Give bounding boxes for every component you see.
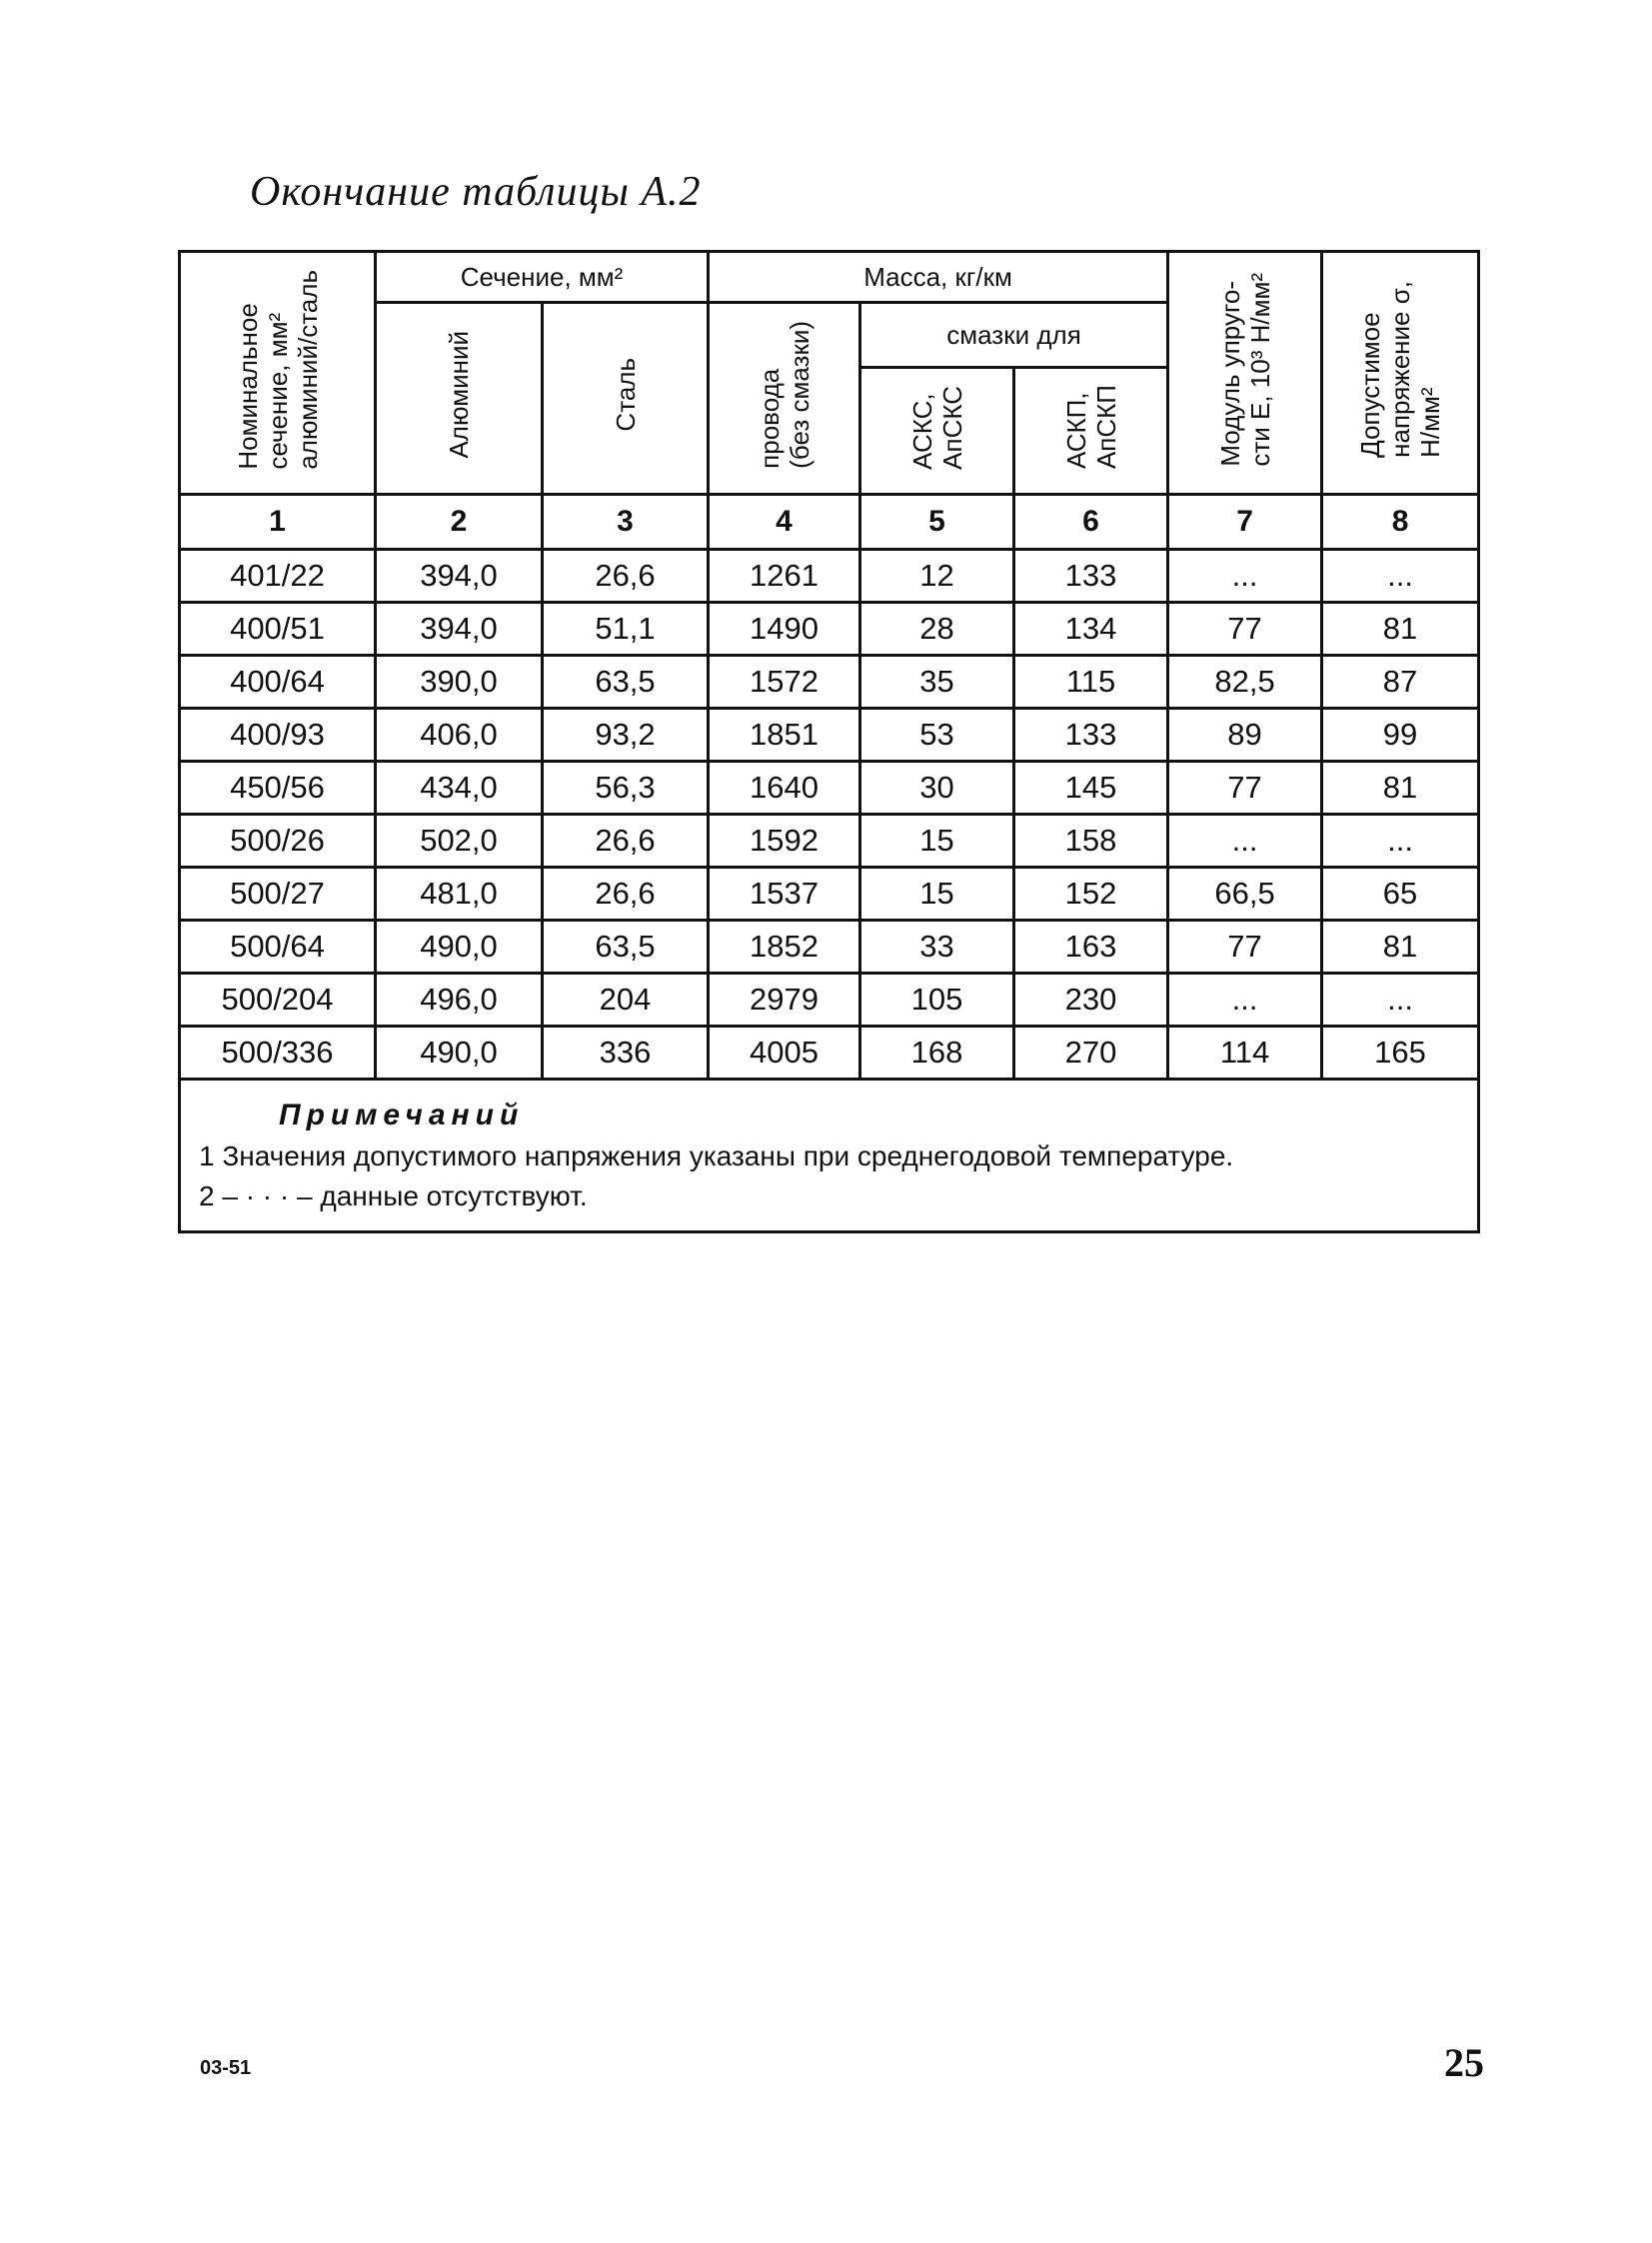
table-cell: 500/204 (180, 974, 376, 1027)
header-nominal-section: Номинальное сечение, мм² алюминий/сталь (180, 252, 376, 495)
table-cell: 63,5 (543, 656, 709, 709)
column-number-row (180, 495, 1479, 550)
table-cell: 133 (1014, 709, 1168, 762)
table-cell: 28 (860, 603, 1014, 656)
table-cell: 1640 (709, 762, 860, 815)
header-asks: АСКС, АпСКС (860, 368, 1014, 495)
table-caption: Окончание таблицы А.2 (250, 169, 702, 215)
table-cell: 66,5 (1168, 868, 1322, 921)
table-row (180, 762, 1479, 815)
table-cell: 77 (1168, 762, 1322, 815)
table-cell: 496,0 (376, 974, 543, 1027)
header-mass-group: Масса, кг/км (709, 252, 1168, 303)
table-cell: 490,0 (376, 1027, 543, 1080)
table-cell: 204 (543, 974, 709, 1027)
table-cell: 1852 (709, 921, 860, 974)
table-cell: 93,2 (543, 709, 709, 762)
column-number: 3 (543, 495, 709, 550)
table-cell: 270 (1014, 1027, 1168, 1080)
header-modulus: Модуль упруго- сти Е, 10³ Н/мм² (1168, 252, 1322, 495)
table-row (180, 921, 1479, 974)
table-cell: 33 (860, 921, 1014, 974)
table-cell: 406,0 (376, 709, 543, 762)
table-cell: 502,0 (376, 815, 543, 868)
table-cell: 500/27 (180, 868, 376, 921)
notes-block (180, 1080, 1479, 1232)
header-wire-mass: провода (без смазки) (709, 303, 860, 495)
table-cell: 152 (1014, 868, 1168, 921)
column-number: 6 (1014, 495, 1168, 550)
table-cell: 81 (1322, 921, 1479, 974)
table-cell: 168 (860, 1027, 1014, 1080)
column-number: 2 (376, 495, 543, 550)
table-cell: 53 (860, 709, 1014, 762)
column-number: 5 (860, 495, 1014, 550)
table-cell: ... (1168, 974, 1322, 1027)
header-askp: АСКП, АпСКП (1014, 368, 1168, 495)
header-aluminum: Алюминий (376, 303, 543, 495)
table-cell: 30 (860, 762, 1014, 815)
header-allowable-stress: Допустимое напряжение σ, Н/мм² (1322, 252, 1479, 495)
table-cell: ... (1168, 815, 1322, 868)
column-number: 7 (1168, 495, 1322, 550)
table-cell: 114 (1168, 1027, 1322, 1080)
table-cell: 390,0 (376, 656, 543, 709)
table-cell: 15 (860, 815, 1014, 868)
table-cell: 82,5 (1168, 656, 1322, 709)
note-item: 1 Значения допустимого напряжения указаны при среднегодовой температуре. (199, 1140, 1234, 1171)
table-body (180, 550, 1479, 1080)
table-cell: 133 (1014, 550, 1168, 603)
table-cell: 158 (1014, 815, 1168, 868)
table-cell: 99 (1322, 709, 1479, 762)
page-number: 25 (1444, 2040, 1484, 2085)
table-row (180, 656, 1479, 709)
header-grease-group: смазки для (860, 303, 1168, 368)
table-cell: 26,6 (543, 868, 709, 921)
note-item: 2 – · · · – данные отсутствуют. (199, 1180, 588, 1211)
table-cell: 500/336 (180, 1027, 376, 1080)
table-cell: 400/51 (180, 603, 376, 656)
table-cell: 230 (1014, 974, 1168, 1027)
table-cell: 77 (1168, 603, 1322, 656)
table-row (180, 868, 1479, 921)
table-cell: 35 (860, 656, 1014, 709)
table-cell: 1572 (709, 656, 860, 709)
table-cell: 105 (860, 974, 1014, 1027)
table-cell: 1592 (709, 815, 860, 868)
table-cell: 56,3 (543, 762, 709, 815)
table-cell: 134 (1014, 603, 1168, 656)
table-cell: 165 (1322, 1027, 1479, 1080)
table-cell: 89 (1168, 709, 1322, 762)
table-cell: 500/26 (180, 815, 376, 868)
notes-title: Примечаний (279, 1099, 525, 1131)
table-cell: 336 (543, 1027, 709, 1080)
table-cell: ... (1322, 550, 1479, 603)
table-cell: 481,0 (376, 868, 543, 921)
table-cell: 81 (1322, 603, 1479, 656)
table-cell: 4005 (709, 1027, 860, 1080)
table-cell: 63,5 (543, 921, 709, 974)
table-cell: ... (1322, 815, 1479, 868)
data-table (178, 250, 1480, 1233)
table-cell: 87 (1322, 656, 1479, 709)
table-cell: 15 (860, 868, 1014, 921)
table-cell: 401/22 (180, 550, 376, 603)
table-cell: ... (1322, 974, 1479, 1027)
table-cell: 400/93 (180, 709, 376, 762)
table-cell: 394,0 (376, 550, 543, 603)
column-number: 8 (1322, 495, 1479, 550)
table-cell: 26,6 (543, 550, 709, 603)
table-cell: 1490 (709, 603, 860, 656)
table-row (180, 974, 1479, 1027)
table-cell: 26,6 (543, 815, 709, 868)
table-cell: 394,0 (376, 603, 543, 656)
header-steel: Сталь (543, 303, 709, 495)
header-section-group: Сечение, мм² (376, 252, 709, 303)
table-cell: 400/64 (180, 656, 376, 709)
table-cell: 434,0 (376, 762, 543, 815)
table-cell: 12 (860, 550, 1014, 603)
table-cell: 1261 (709, 550, 860, 603)
table-row (180, 815, 1479, 868)
table-cell: 1851 (709, 709, 860, 762)
table-cell: 77 (1168, 921, 1322, 974)
column-number: 4 (709, 495, 860, 550)
document-code: 03-51 (200, 2057, 252, 2079)
table-cell: ... (1168, 550, 1322, 603)
table-cell: 500/64 (180, 921, 376, 974)
table-cell: 2979 (709, 974, 860, 1027)
table-cell: 1537 (709, 868, 860, 921)
table-cell: 81 (1322, 762, 1479, 815)
table-cell: 51,1 (543, 603, 709, 656)
table-cell: 145 (1014, 762, 1168, 815)
table-cell: 163 (1014, 921, 1168, 974)
table-cell: 65 (1322, 868, 1479, 921)
table-row (180, 1027, 1479, 1080)
table-cell: 490,0 (376, 921, 543, 974)
table-row (180, 709, 1479, 762)
table-row (180, 550, 1479, 603)
column-number: 1 (180, 495, 376, 550)
table-cell: 450/56 (180, 762, 376, 815)
table-row (180, 603, 1479, 656)
table-cell: 115 (1014, 656, 1168, 709)
